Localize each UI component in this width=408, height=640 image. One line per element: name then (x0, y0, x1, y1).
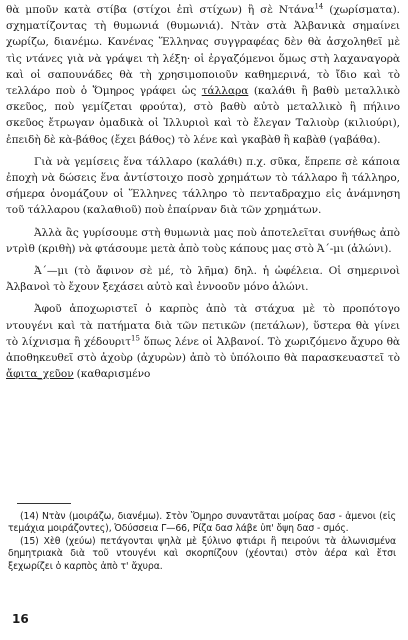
footnote-15: (15) Χὲθ (χεύω) πετάγονται ψηλὰ μὲ ξύλινο φτιάρι ἢ πειρούνι τὰ ἀλωνισμένα δημητριακὰ διὰ τοῦ ντουγένι καὶ σκορπίζουν (χέονται) στὸν ἀέρα καὶ ἔτσι ξεχωρίζει ὁ καρπὸς ἀπὸ τ' ἄχυρα. (8, 535, 396, 572)
footnote-ref-14[interactable]: 14 (314, 2, 324, 11)
text-run: (χωρίσματα). σχηματίζοντας τὴ θυμωνιά (θυμωνιά). Ντὰν στὰ Ἀλβανικὰ σημαίνει χωρίζω, διανέμω. Κανένας Ἕλληνας συγγραφέας δὲν θὰ ἀσχοληθεῖ μὲ τὶς ντάνες γιὰ νὰ γράψει τὴ λέξη· οἱ ἐργαζόμενοι ὅμως στὴ λαχαναγορὰ καὶ οἱ σαπουνάδες θὰ τὴ χρησιμοποιοῦν καθημερινά, τὸ ἴδιο καὶ τὸ τελλάρο ποὺ ὁ Ὅμηρος γράφει ὡς (6, 4, 400, 98)
main-text (6, 2, 400, 382)
text-run: ὅπως λένε οἱ Ἀλβανοί. Τὸ χωριζόμενο ἄχυρο θὰ ἀποθηκευθεῖ στὸ ἀχοὺρ (ἀχυρὼν) ἀπὸ τὸ ὑπόλοιπο θὰ παρασκευαστεῖ τὸ (6, 335, 400, 365)
paragraph-3: Ἀλλὰ ἂς γυρίσουμε στὴ θυμωνιὰ μας ποὺ ἀποτελεῖται συνήθως ἀπὸ ντρὶθ (κριθὴ) νὰ φτάσουμε μετὰ ἀπὸ τοὺς κάπους μας στὸ Ἀ΄-μι (ἀλώνι). (6, 226, 400, 255)
paragraph-2: Γιὰ νὰ γεμίσεις ἕνα τάλλαρο (καλάθι) π.χ. σῦκα, ἔπρεπε σὲ κάποια ἐποχὴ νὰ δώσεις ἕνα ἀντίστοιχο ποσὸ χρημάτων τὸ τάλλαρο ἢ τάλληρο, σήμερα ὀνομάζουν οἱ Ἕλληνες τάλληρο τὸ πενταδραχμο εἰς ἀνάμνηση τοῦ τάλλαρου (καλαθιοῦ) ποὺ ἐπαίρναν διὰ τῶν χρημάτων. (6, 155, 400, 217)
underlined-word: ἄφιτα_χεῦον (6, 368, 74, 381)
text-run: Ἀφοῦ ἀποχωριστεῖ ὁ καρπὸς ἀπὸ τὰ στάχυα μὲ τὸ προπότογο ντουγένι καὶ τὰ πατήματα διὰ τῶν πετικῶν (πετάλων), ὕστερα θὰ γίνει τὸ λίχνισμα ἢ χέδουριτ (6, 303, 400, 348)
text-run: (καλάθι ἢ βαθὺ μεταλλικὸ σκεῦος, ποὺ γεμίζεται φρούτα), στὸ βαθὺ αὐτὸ μεταλλικὸ ἢ πήλινο σκεῦος ἔτρωγαν ὁμαδικὰ οἱ Ἰλλυριοὶ καὶ τὸ ἔλεγαν Ταλιοὺρ (κιλιούρι), ἐπειδὴ δὲ κὰ-βάθος (ἔχει βάθος) τὸ λένε καὶ γκαβὰθ ἢ καβὰθ (γαβάθα). (6, 85, 400, 146)
footnote-14: (14) Ντὰν (μοιράζω, διανέμω). Στὸν Ὅμηρο συναντᾶται μοίρας δασ - ἀμενοι (εἰς τεμάχια μοιράζοντες), Ὀδύσσεια Γ—66, Ρίζα δασ λάβε ὑπ' ὄψη δασ - σμός. (8, 511, 396, 535)
footnote-ref-15[interactable]: 15 (131, 334, 140, 343)
paragraph-1 (6, 2, 400, 148)
text-run: (καθαρισμένο (73, 368, 151, 381)
paragraph-5 (6, 301, 400, 382)
text-run: θὰ μποῦν κατὰ στίβα (στίχοι ἐπὶ στίχων) ἢ σὲ Ντάνα (6, 4, 315, 16)
page-number: 16 (12, 612, 29, 626)
footnote-divider (17, 503, 71, 504)
underlined-word: τάλλαρα (201, 85, 249, 98)
paragraph-4: Ἀ΄—μι (τὸ ἄφινον σὲ μέ, τὸ λῆμα) δηλ. ἡ ὠφέλεια. Οἱ σημερινοὶ Ἀλβανοὶ τὸ ἔχουν ξεχάσει αὐτὸ καὶ ἐννοοῦν μόνο ἀλώνι. (6, 265, 400, 294)
page-body (6, 2, 400, 382)
footnotes (8, 511, 396, 573)
